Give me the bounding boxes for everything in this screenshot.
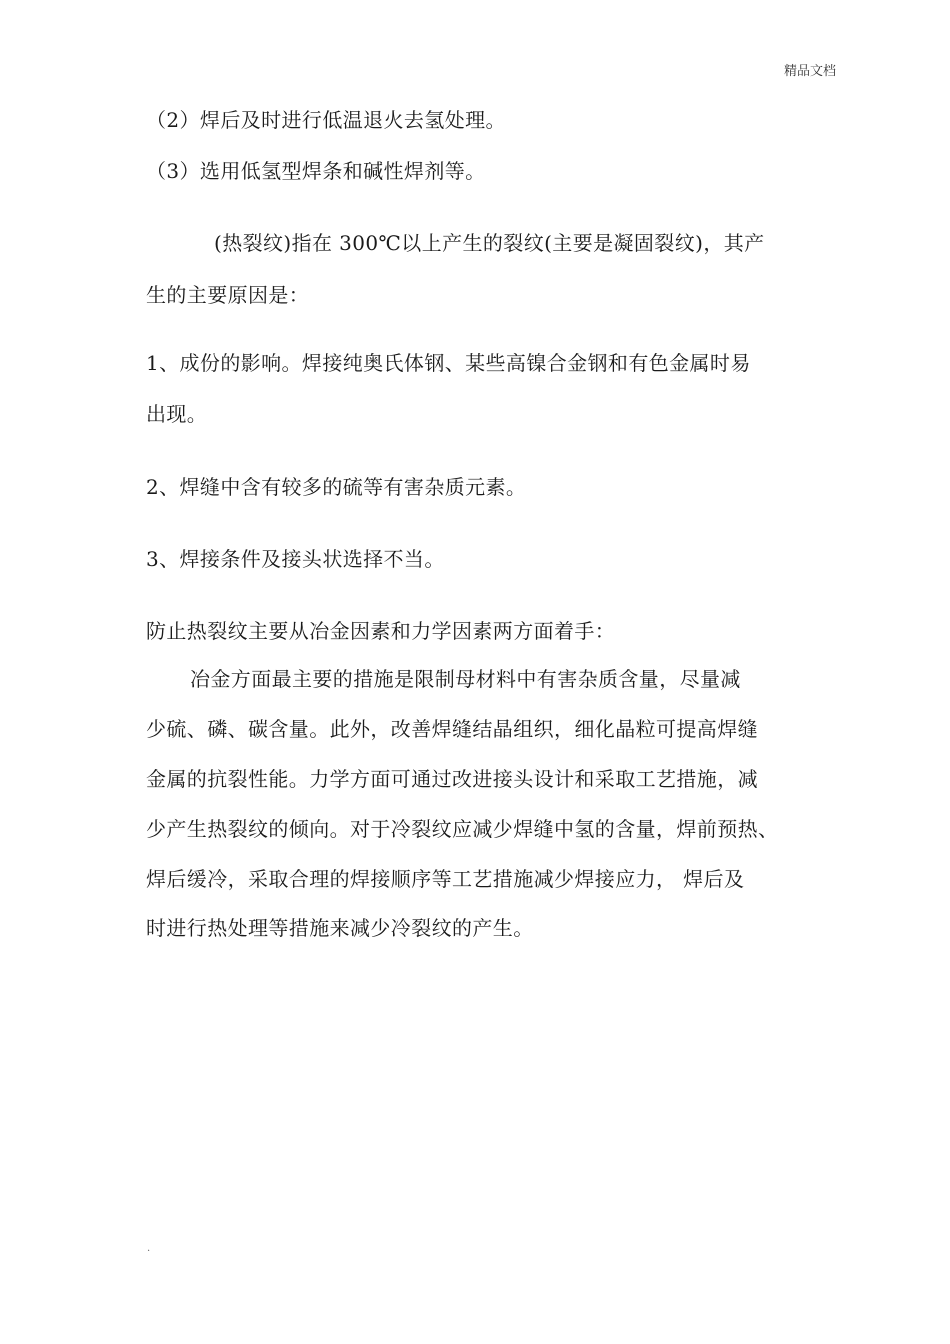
text-line-11: 少硫、磷、碳含量。此外，改善焊缝结晶组织，细化晶粒可提高焊缝 [146,717,758,741]
text-line-2: （3）选用低氢型焊条和碱性焊剂等。 [146,159,486,183]
text-line-7: 2、焊缝中含有较多的硫等有害杂质元素。 [146,475,527,499]
text-line-6: 出现。 [146,402,208,426]
text-line-1: （2）焊后及时进行低温退火去氢处理。 [146,108,506,132]
text-line-4: 生的主要原因是： [146,283,310,307]
text-line-14: 焊后缓冷，采取合理的焊接顺序等工艺措施减少焊接应力， 焊后及 [146,867,745,891]
text-line-15: 时进行热处理等措施来减少冷裂纹的产生。 [146,916,534,940]
text-line-5: 1、成份的影响。焊接纯奥氏体钢、某些高镍合金钢和有色金属时易 [146,351,751,375]
text-line-13: 少产生热裂纹的倾向。对于冷裂纹应减少焊缝中氢的含量，焊前预热、 [146,817,779,841]
text-line-10: 冶金方面最主要的措施是限制母材料中有害杂质含量，尽量减 [190,667,741,691]
footer-mark: . [147,1243,151,1254]
text-line-9: 防止热裂纹主要从冶金因素和力学因素两方面着手： [146,619,616,643]
text-line-3: (热裂纹)指在 300℃以上产生的裂纹(主要是凝固裂纹)，其产 [214,231,765,255]
text-line-8: 3、焊接条件及接头状选择不当。 [146,547,445,571]
page-header-label: 精品文档 [783,64,836,79]
text-line-12: 金属的抗裂性能。力学方面可通过改进接头设计和采取工艺措施，减 [146,767,758,791]
